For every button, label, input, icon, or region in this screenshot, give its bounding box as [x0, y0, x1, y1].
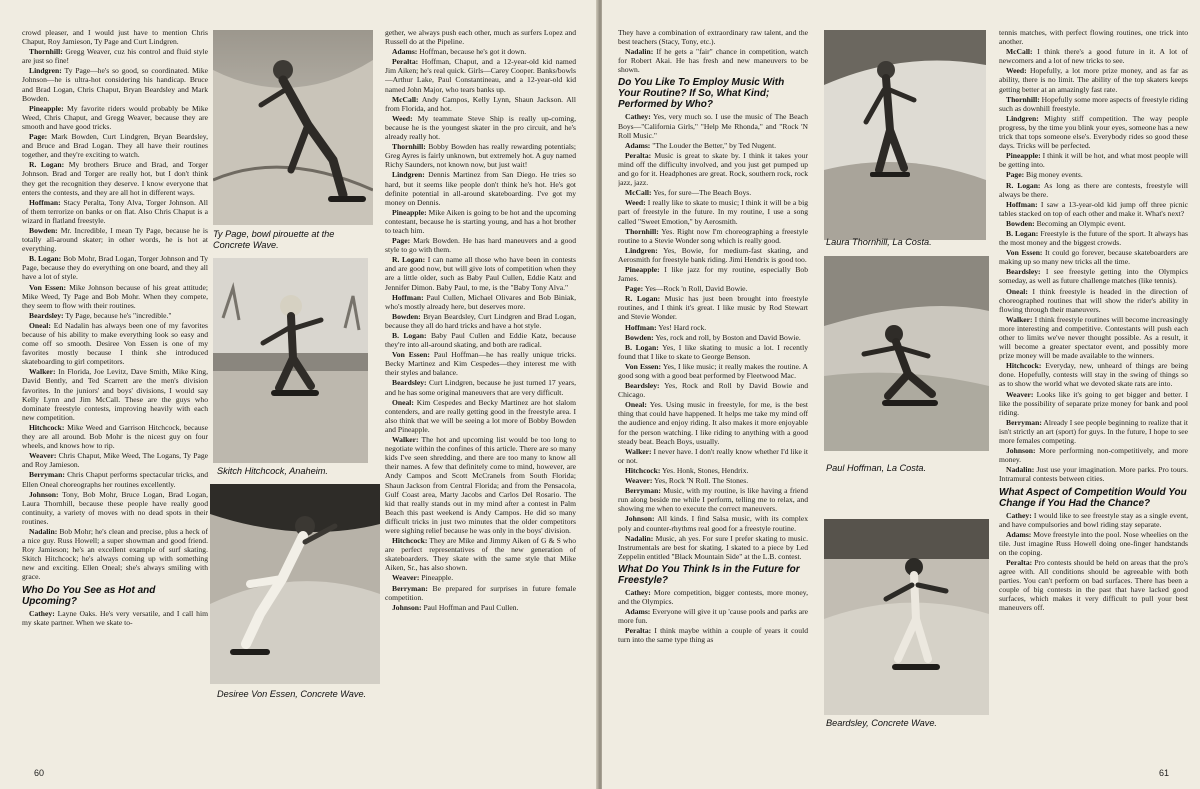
- paragraph: [999, 287, 1188, 314]
- photo-desiree-von-essen: [210, 484, 380, 684]
- paragraph-text: Everyone will give it up 'cause pools and parks are more fun.: [618, 607, 808, 626]
- paragraph: [385, 536, 576, 572]
- paragraph-text: Baby Paul Cullen and Eddie Katz, because they're into all-around skating, and both are radical.: [385, 331, 576, 350]
- paragraph: [999, 465, 1188, 483]
- paragraph-text: Paul Hoffman—he has really unique tricks. Becky Martinez and Kim Cespedes—they interest me with their styles and balance.: [385, 350, 576, 378]
- paragraph: [618, 227, 808, 245]
- right-page-column-2: [999, 28, 1188, 768]
- photo-paul-hoffman: [824, 256, 989, 451]
- paragraph-text: Yes. Using music in freestyle, for me, is the best thing that could have happened. It helps me take my mind off the audience and enjoy riding. It also makes it more enjoyable for the person watching. I like riding to anything with a good steady beat. Beach Boys, usually.: [618, 400, 808, 446]
- paragraph: [999, 446, 1188, 464]
- paragraph: [22, 254, 208, 281]
- left-page-column-1: [22, 28, 208, 768]
- paragraph: [618, 381, 808, 399]
- speaker-name: Hoffman:: [1006, 199, 1038, 209]
- speaker-name: Lindgren:: [625, 245, 658, 255]
- paragraph: [22, 66, 208, 102]
- speaker-name: Beardsley:: [625, 381, 660, 391]
- speaker-name: Weaver:: [1006, 389, 1034, 399]
- paragraph: [22, 283, 208, 310]
- paragraph-text: Yes—Rock 'n Roll, David Bowie.: [643, 284, 748, 294]
- paragraph-text: They are Mike and Jimmy Aiken of G & S who are perfect representatives of the new generation of skateboarders. They skate with the same style that Mike Aiken, Sr., has also shown.: [385, 536, 576, 573]
- speaker-name: Von Essen:: [1006, 248, 1043, 258]
- paragraph: [618, 323, 808, 332]
- speaker-name: Cathey:: [625, 587, 651, 597]
- speaker-name: R. Logan:: [625, 294, 661, 304]
- paragraph: [999, 361, 1188, 388]
- paragraph-text: All kinds. I find Salsa music, with its complex poly and counter-rhythms real good for a freestyle routine.: [618, 514, 808, 533]
- paragraph-text: Yes. Honk, Stones, Hendrix.: [660, 465, 749, 475]
- speaker-name: Bowden:: [625, 332, 654, 342]
- paragraph: [385, 398, 576, 434]
- paragraph: [999, 511, 1188, 529]
- speaker-name: Cathey:: [1006, 510, 1032, 520]
- paragraph-text: Yes, Rock and Roll by David Bowie and Chicago.: [618, 381, 808, 400]
- paragraph: [385, 28, 576, 46]
- paragraph-text: I can name all those who have been in contests and are good now, but will give lots of competition when they are a little older, such as Baby Paul Cullen, Eddie Katz and Jennifer Dimon. Baby Paul, to me, is the "Baby Tony Alva.": [385, 255, 576, 292]
- speaker-name: Berryman:: [392, 583, 428, 593]
- photo-laura-thornhill: [824, 30, 986, 240]
- paragraph-text: In Florida, Joe Levitz, Dave Smith, Mike King, David Bently, and Ted Scarrett are the men's division favorites. In the juniors' and boys' divisions, I would say Kelly Lynn and Jim McCall. These are the guys who dominate freestyle contests, improving heavily with each new competition.: [22, 367, 208, 422]
- paragraph: [385, 435, 576, 535]
- paragraph-text: My favorite riders would probably be Mike Weed, Chris Chaput, and Gregg Weaver, because they are smooth and have good tricks.: [22, 103, 208, 131]
- speaker-name: R. Logan:: [392, 255, 426, 265]
- paragraph-text: "The Louder the Better," by Ted Nugent.: [650, 140, 776, 150]
- paragraph: [999, 248, 1188, 266]
- speaker-name: Thornhill:: [392, 142, 426, 152]
- paragraph: [999, 267, 1188, 285]
- speaker-name: Hoffman:: [625, 322, 657, 332]
- paragraph: [385, 378, 576, 396]
- paragraph-text: Chris Chaput, Mike Weed, The Logans, Ty Page and Roy Jamieson.: [22, 451, 208, 470]
- speaker-name: B. Logan:: [29, 254, 62, 264]
- speaker-name: Page:: [392, 236, 411, 246]
- caption-laura-thornhill: Laura Thornhill, La Costa.: [826, 237, 932, 247]
- paragraph-text: Bob Mohr; he's clean and precise, plus a heck of a nice guy. Russ Howell; a super showman and good friend. Roy Jamieson; he's an excellent example of surf skating. Skitch Hitchcock; he's always coming up with something new and exciting. Ellen Oneal; she's always smiling with grace.: [22, 526, 208, 582]
- paragraph: [22, 311, 208, 320]
- paragraph-text: Chris Chaput performs spectacular tricks, and Ellen Oneal choreographs her routines excellently.: [22, 470, 208, 489]
- paragraph: [999, 200, 1188, 218]
- paragraph: [999, 558, 1188, 613]
- paragraph: [999, 219, 1188, 228]
- paragraph-text: Mark Bowden, Curt Lindgren, Bryan Beardsley, and Bruce and Brad Logan. They all have their routines together, and they're exciting to watch.: [22, 132, 208, 160]
- paragraph: [385, 236, 576, 254]
- speaker-name: Cathey:: [625, 112, 651, 122]
- caption-desiree-von-essen: Desiree Von Essen, Concrete Wave.: [217, 689, 367, 699]
- paragraph-text: Andy Campos, Kelly Lynn, Shaun Jackson. All from Florida, and hot.: [385, 94, 576, 113]
- paragraph: [999, 390, 1188, 417]
- speaker-name: Walker:: [392, 435, 419, 445]
- paragraph-text: Yes, for sure—The Beach Boys.: [651, 188, 752, 198]
- speaker-name: Beardsley:: [1006, 267, 1041, 277]
- paragraph-text: Curt Lindgren, because he just turned 17 years, and he has some original maneuvers that are very difficult.: [385, 378, 576, 397]
- paragraph: [22, 226, 208, 253]
- paragraph-text: Mike Aiken is going to be hot and the upcoming contestant, because he is starting young, and has a hot brother to teach him.: [385, 207, 576, 235]
- paragraph-text: I see freestyle getting into the Olympics someday, as well as future challenge matches (like tennis).: [999, 267, 1188, 286]
- paragraph-text: I never have. I don't really know whether I'd like it or not.: [618, 446, 808, 465]
- paragraph-text: Mike Johnson because of his great attitude; Mike Weed, Ty Page and Bob Mohr. When they compete, they seem to flow with their routines.: [22, 282, 208, 310]
- paragraph-text: It could go forever, because skateboarders are making up so many new tricks all the time.: [999, 248, 1188, 267]
- paragraph-text: Gregg Weaver, cuz his control and fluid style are just so fine!: [22, 47, 208, 66]
- paragraph: [618, 607, 808, 625]
- speaker-name: Thornhill:: [29, 47, 63, 57]
- paragraph-text: Already I see people beginning to realize that it isn't strictly an art (sport) for guys. In the future, I hope to see more females competing.: [999, 417, 1188, 446]
- speaker-name: Pineapple:: [1006, 151, 1041, 161]
- speaker-name: Von Essen:: [29, 282, 67, 292]
- paragraph: [22, 470, 208, 488]
- paragraph: [385, 255, 576, 291]
- paragraph-text: Just use your imagination. More parks. Pro tours. Intramural contests between cities.: [999, 465, 1188, 484]
- speaker-name: Page:: [29, 132, 48, 142]
- paragraph-text: Dennis Martinez from San Diego. He tries so hard, but it seems like people don't think he's hot. He's got definite potential in all-around skateboarding. I've got my money on Dennis.: [385, 170, 576, 207]
- speaker-name: Peralta:: [1006, 557, 1033, 567]
- paragraph: [22, 28, 208, 46]
- paragraph-text: More performing non-competitively, and more money.: [999, 446, 1188, 465]
- paragraph-text: Yes, rock and roll, by Boston and David Bowie.: [653, 332, 801, 342]
- speaker-name: Berryman:: [29, 470, 65, 480]
- paragraph: [618, 294, 808, 321]
- paragraph-text: Mark Bowden. He has hard maneuvers and a good style to go with them.: [385, 236, 576, 255]
- paragraph-text: Mr. Incredible, I mean Ty Page, because he is totally all-around skater; in other words, he is hot at everything.: [22, 225, 208, 254]
- paragraph: [22, 490, 208, 526]
- speaker-name: B. Logan:: [392, 331, 427, 340]
- paragraph: [618, 486, 808, 513]
- paragraph: [618, 476, 808, 485]
- paragraph: [385, 312, 576, 330]
- paragraph-text: Bobby Bowden has really rewarding potentials; Greg Ayres is fairly unknown, but extremely hot. A guy named Richy Saunders, not known now, but just wait!: [385, 142, 576, 170]
- speaker-name: Berryman:: [625, 486, 661, 496]
- speaker-name: Page:: [625, 284, 644, 294]
- paragraph: [385, 47, 576, 56]
- paragraph: [618, 151, 808, 187]
- paragraph: [22, 527, 208, 582]
- paragraph-text: Music has just been brought into freestyle routines, and I think it's great. I like music by Rod Stewart and Stevie Wonder.: [618, 294, 808, 322]
- speaker-name: B. Logan:: [625, 342, 659, 352]
- paragraph: [22, 104, 208, 131]
- speaker-name: Bowden:: [29, 225, 58, 235]
- paragraph-text: If he gets a "fair" chance in competition, watch for Robert Akai. He has fresh and new maneuvers to be shown.: [618, 47, 808, 75]
- paragraph: [385, 208, 576, 235]
- paragraph: [618, 626, 808, 644]
- speaker-name: Nadalin:: [625, 47, 654, 57]
- paragraph: [618, 400, 808, 445]
- speaker-name: Beardsley:: [392, 378, 427, 388]
- speaker-name: Oneal:: [29, 320, 51, 330]
- paragraph: [999, 114, 1188, 150]
- right-page-column-1: [618, 28, 808, 768]
- paragraph: [618, 534, 808, 561]
- paragraph-text: Freestyle is the future of the sport. It always has the most money and the biggest crowds.: [999, 228, 1188, 248]
- speaker-name: Bowden:: [392, 311, 421, 321]
- speaker-name: McCall:: [625, 188, 652, 198]
- paragraph: [385, 350, 576, 377]
- speaker-name: Oneal:: [1006, 286, 1028, 296]
- paragraph-text: I saw a 13-year-old kid jump off three picnic tables stacked on top of each other and make it. What's next?: [999, 199, 1188, 218]
- paragraph: [385, 170, 576, 206]
- paragraph-text: Everyday, new, unheard of things are being done. Hopefully, contests will stay in the swing of things so as to show the world what we devoted skate rats are into.: [999, 361, 1188, 389]
- speaker-name: Berryman:: [1006, 417, 1042, 427]
- left-page-column-2: [385, 28, 576, 768]
- speaker-name: Adams:: [625, 140, 651, 150]
- paragraph-text: Ty Page—he's so good, so coordinated. Mike Johnson—he is ultra-hot considering his handicap. Bruce and Brad Logan, Chris Chaput, Bryan Beardsley and Mark Bowden.: [22, 66, 208, 103]
- speaker-name: Von Essen:: [625, 361, 662, 371]
- speaker-name: Weed:: [392, 113, 413, 123]
- paragraph: [22, 160, 208, 196]
- speaker-name: Hitchcock:: [29, 422, 65, 432]
- paragraph: [999, 28, 1188, 46]
- speaker-name: Johnson:: [1006, 446, 1036, 456]
- speaker-name: Thornhill:: [1006, 94, 1040, 104]
- paragraph-text: Layne Oaks. He's very versatile, and I call him my skate partner. When we skate to-: [22, 608, 208, 627]
- speaker-name: McCall:: [1006, 47, 1033, 57]
- paragraph-text: Hopefully, a lot more prize money, and as far as ability, there is no limit. The ability of the top skaters keeps getting better at an amazingly fast rate.: [999, 66, 1188, 94]
- paragraph-text: Yes, I like music; it really makes the routine. A good song with a good beat performed by Fleetwood Mac.: [618, 361, 808, 380]
- speaker-name: Page:: [1006, 170, 1025, 180]
- paragraph: [385, 293, 576, 311]
- paragraph-text: Yes! Hard rock.: [656, 322, 707, 332]
- paragraph: [999, 95, 1188, 113]
- paragraph: [385, 57, 576, 93]
- paragraph-text: Music, ah yes. For sure I prefer skating to music. Instrumentals are best for skating. I skated to a piece by Led Zeppelin entitled "Black Mountain Side" at the L.B. contest.: [618, 533, 808, 561]
- speaker-name: Bowden:: [1006, 218, 1035, 228]
- paragraph-text: Music is great to skate by. I think it takes your mind off the difficulty involved, and you just get pumped up and go for it. Headphones are great. Rock, southern rock, rock jazz, jazz.: [618, 150, 808, 188]
- speaker-name: Adams:: [1006, 529, 1032, 539]
- paragraph-text: I really like to skate to music; I think it will be a big part of freestyle in the future. In my routine, I use a song called "Sweet Emotion," by Aerosmith.: [618, 198, 808, 226]
- paragraph-text: Yes, Bowie, for medium-fast skating, and Aerosmith for freestyle bank riding. Jimi Hendrix is good too.: [618, 245, 808, 264]
- paragraph: [618, 466, 808, 475]
- paragraph-text: My teammate Steve Ship is really up-coming, because he is the youngest skater in the pro circuit, and he's already really hot.: [385, 113, 576, 142]
- paragraph-text: Pineapple.: [419, 573, 454, 583]
- speaker-name: Lindgren:: [392, 170, 425, 180]
- speaker-name: Oneal:: [392, 397, 414, 407]
- speaker-name: Hitchcock:: [625, 465, 661, 475]
- paragraph-text: Looks like it's going to get bigger and better. I like the possibility of separate prize money for bank and pool riding.: [999, 389, 1188, 417]
- paragraph: [385, 573, 576, 582]
- paragraph: [618, 112, 808, 139]
- speaker-name: Hoffman:: [392, 292, 424, 302]
- speaker-name: Adams:: [392, 47, 418, 57]
- paragraph: [22, 198, 208, 225]
- paragraph: [618, 246, 808, 264]
- speaker-name: R. Logan:: [1006, 180, 1041, 190]
- paragraph: [618, 28, 808, 46]
- speaker-name: Adams:: [625, 607, 651, 617]
- paragraph-text: Paul Cullen, Michael Olivares and Bob Biniak, who's mostly already here, but deserves more.: [385, 292, 576, 311]
- paragraph: [385, 603, 576, 612]
- paragraph-text: tennis matches, with perfect flowing routines, one trick into another.: [999, 28, 1188, 47]
- paragraph: [385, 584, 576, 602]
- speaker-name: Von Essen:: [392, 350, 430, 360]
- caption-ty-page: Ty Page, bowl pirouette at the Concrete Wave.: [213, 229, 335, 250]
- paragraph-text: Paul Hoffman and Paul Cullen.: [421, 602, 519, 612]
- paragraph-text: gether, we always push each other, much as surfers Lopez and Russell do at the Pipeline.: [385, 28, 576, 47]
- paragraph-text: I think freestyle routines will become increasingly more interesting and competitive. Contestants will push each other to limits we've never thought possible. As a result, it will become a greater spectator event, and possibly more prize money will be made available to the winners.: [999, 314, 1188, 361]
- speaker-name: Weaver:: [625, 476, 653, 486]
- paragraph: [999, 170, 1188, 179]
- paragraph-text: Hoffman, Chaput, and a 12-year-old kid named Jim Aiken; he's real quick. Girls—Carey Cooper. Banks/bowls—Arthur Lake, Paul Constantineau, and a 12-year-old kid named John Major, who tears banks up.: [385, 57, 576, 94]
- paragraph-text: Yes, Rock 'N Roll. The Stones.: [652, 476, 749, 486]
- speaker-name: Johnson:: [625, 514, 655, 524]
- speaker-name: Johnson:: [392, 602, 422, 612]
- speaker-name: Walker:: [1006, 314, 1033, 324]
- section-heading: What Aspect of Competition Would You Change if You Had the Chance?: [999, 486, 1187, 509]
- paragraph: [999, 66, 1188, 93]
- paragraph-text: I think it will be hot, and what most people will be getting into.: [999, 151, 1188, 170]
- paragraph: [22, 321, 208, 366]
- paragraph-text: Bob Mohr, Brad Logan, Torger Johnson and Ty Page, because they do everything on one board, and they all have a lot of style.: [22, 254, 208, 282]
- paragraph-text: Mighty stiff competition. The way people progress, by the time you blink your eyes, someone has a new trick that tops someone else's. Everybody rides so good these days. Tricks will be perfected.: [999, 113, 1188, 151]
- paragraph-text: Mike Weed and Garrison Hitchcock, because they are all around. Bob Mohr is the nicest guy on four wheels, and knows how to rip.: [22, 422, 208, 451]
- paragraph: [22, 423, 208, 450]
- left-page: [0, 0, 598, 789]
- paragraph-text: Stacy Peralta, Tony Alva, Torger Johnson. All of them terrorize on banks or on flat. Also Chris Chaput is a wizard in flatland freestyle.: [22, 197, 208, 225]
- paragraph: [618, 265, 808, 283]
- paragraph-text: Ty Page, because he's "incredible.": [63, 310, 172, 320]
- caption-paul-hoffman: Paul Hoffman, La Costa.: [826, 463, 927, 473]
- section-heading: Who Do You See as Hot and Upcoming?: [22, 584, 156, 607]
- speaker-name: McCall:: [392, 94, 419, 104]
- paragraph-text: Yes. Right now I'm choreographing a freestyle routine to a Stevie Wonder song which is really good.: [618, 226, 808, 245]
- speaker-name: Walker:: [625, 446, 652, 456]
- paragraph-text: My brothers Bruce and Brad, and Torger Johnson. Brad and Torger are really hot, but I don't think they get the recognition they deserve. I know everyone that enters the contests, and they are all hot in different ways.: [22, 160, 208, 197]
- paragraph: [618, 284, 808, 293]
- speaker-name: Hitchcock:: [1006, 361, 1042, 371]
- paragraph: [999, 47, 1188, 65]
- speaker-name: Nadalin:: [625, 533, 654, 543]
- speaker-name: Thornhill:: [625, 226, 659, 236]
- speaker-name: Cathey:: [29, 608, 55, 618]
- speaker-name: Pineapple:: [392, 207, 427, 217]
- speaker-name: Peralta:: [392, 57, 419, 67]
- speaker-name: Pineapple:: [625, 264, 660, 274]
- paragraph: [385, 114, 576, 141]
- paragraph: [999, 418, 1188, 445]
- paragraph: [385, 331, 576, 349]
- speaker-name: Nadalin:: [29, 526, 58, 536]
- paragraph: [618, 343, 808, 361]
- paragraph-text: Bryan Beardsley, Curt Lindgren and Brad Logan, because they all do hard tricks and have a hot style.: [385, 311, 576, 330]
- paragraph: [618, 141, 808, 150]
- speaker-name: Nadalin:: [1006, 465, 1035, 475]
- paragraph-text: Hoffman, because he's got it down.: [417, 47, 527, 57]
- paragraph: [22, 367, 208, 422]
- paragraph: [618, 447, 808, 465]
- paragraph-text: Hopefully some more aspects of freestyle riding such as downhill freestyle.: [999, 94, 1188, 113]
- speaker-name: Lindgren:: [29, 66, 62, 76]
- paragraph-text: Big money events.: [1024, 170, 1083, 180]
- caption-beardsley: Beardsley, Concrete Wave.: [826, 718, 937, 728]
- paragraph-text: Move freestyle into the pool. Nose wheelies on the tile. Just imagine Russ Howell doing one-finger handstands on the coping.: [999, 529, 1188, 557]
- paragraph-text: They have a combination of extraordinary raw talent, and the best teachers (Stacy, Tony, etc.).: [618, 28, 808, 47]
- page-number-left: 60: [34, 768, 45, 778]
- paragraph: [22, 47, 208, 65]
- right-page: [602, 0, 1200, 789]
- speaker-name: B. Logan:: [1006, 228, 1039, 238]
- paragraph-text: The hot and upcoming list would be too long to negotiate within the confines of this article. There are so many kids I've seen shredding, and there are too many to know all their names. A few that definitely come to mind, however, are Andy Campos and Scott McCranels from South Florida; Shaun Jackson from Central Florida; and from the Pensacola, Gulf Coast area, Marty Jacobs and Carlos Del Rosario. The kid that really stands out in my mind after a contest in Palm Beach this past weekend is Andy Campos. He did so many difficult tricks in just two minutes that the older competitors were sighing relief because he was only in the boys' division.: [385, 435, 576, 535]
- paragraph: [999, 181, 1188, 199]
- speaker-name: Pineapple:: [29, 103, 64, 113]
- speaker-name: Hoffman:: [29, 197, 61, 207]
- section-heading: What Do You Think Is in the Future for Freestyle?: [618, 563, 800, 586]
- paragraph-text: I would like to see freestyle stay as a single event, and have compulsories and bowl riding stay separate.: [999, 510, 1188, 529]
- paragraph: [22, 609, 208, 627]
- speaker-name: R. Logan:: [29, 160, 65, 170]
- speaker-name: Weaver:: [392, 573, 420, 583]
- speaker-name: Johnson:: [29, 489, 59, 499]
- paragraph-text: Tony, Bob Mohr, Bruce Logan, Brad Logan, Laura Thornhill, because these people have really good continuity, a variety of moves with no dead spots in their routines.: [22, 489, 208, 526]
- paragraph: [618, 198, 808, 225]
- paragraph-text: Ed Nadalin has always been one of my favorites because of his ability to make everything look so easy and come off so smooth. Desiree Von Essen is one of my favorites mostly because I think she introduced skateboarding to girl competitors.: [22, 320, 208, 367]
- paragraph: [999, 229, 1188, 247]
- paragraph: [22, 451, 208, 469]
- page-number-right: 61: [1159, 768, 1170, 778]
- paragraph: [618, 514, 808, 532]
- speaker-name: Peralta:: [625, 150, 652, 160]
- paragraph-text: Music, with my routine, is like having a friend run along beside me while I perform, telling me to relax, and showing me when to execute the correct maneuvers.: [618, 486, 808, 514]
- speaker-name: Weaver:: [29, 451, 57, 461]
- paragraph: [999, 530, 1188, 557]
- paragraph: [385, 95, 576, 113]
- section-heading: Do You Like To Employ Music With Your Routine? If So, What Kind; Performed by Who?: [618, 77, 785, 111]
- paragraph: [618, 362, 808, 380]
- speaker-name: Oneal:: [625, 400, 647, 410]
- paragraph: [618, 47, 808, 74]
- paragraph-text: I think freestyle is headed in the direction of choreographed routines that will show the rider's ability in flowing through their maneuvers.: [999, 286, 1188, 314]
- paragraph-text: I think maybe within a couple of years it could turn into the same type thing as: [618, 626, 808, 645]
- speaker-name: Beardsley:: [29, 310, 64, 320]
- speaker-name: Weed:: [1006, 66, 1027, 76]
- paragraph: [999, 151, 1188, 169]
- paragraph-text: Kim Cespedes and Becky Martinez are hot slalom contenders, and are really getting good in the freestyle area. I also think that we will be seeing a lot more of Bobby Bowden and Pineapple.: [385, 397, 576, 434]
- speaker-name: Weed:: [625, 198, 646, 208]
- paragraph: [618, 188, 808, 197]
- paragraph-text: Be prepared for surprises in future female competition.: [385, 583, 576, 602]
- speaker-name: Lindgren:: [1006, 113, 1039, 123]
- paragraph-text: As long as there are contests, freestyle will always be there.: [999, 180, 1188, 199]
- paragraph: [999, 315, 1188, 360]
- paragraph: [22, 132, 208, 159]
- paragraph-text: Yes, very much so. I use the music of The Beach Boys—"California Girls," "Help Me Rhonda," and "Rock 'N Roll Music.": [618, 112, 808, 140]
- paragraph: [618, 333, 808, 342]
- paragraph-text: crowd pleaser, and I would just have to mention Chris Chaput, Roy Jamieson, Ty Page and Curt Lindgren.: [22, 28, 208, 47]
- caption-skitch-hitchcock: Skitch Hitchcock, Anaheim.: [217, 466, 328, 476]
- paragraph-text: More competition, bigger contests, more money, and the Olympics.: [618, 587, 808, 606]
- paragraph-text: Becoming an Olympic event.: [1034, 218, 1126, 228]
- paragraph-text: I like jazz for my routine, especially Bob James.: [618, 264, 808, 284]
- photo-ty-page: [213, 30, 373, 225]
- photo-skitch-hitchcock: [213, 258, 368, 463]
- paragraph: [385, 142, 576, 169]
- speaker-name: Peralta:: [625, 626, 652, 636]
- paragraph-text: Pro contests should be held on areas that the pro's agree with. All conditions should be agreeable with both parties. You can't perform on bad surfaces. There has been a couple of big contests in the past that have lacked good surfaces, which makes it very difficult to pull your best maneuvers off.: [999, 557, 1188, 613]
- paragraph-text: Yes, I like skating to music a lot. I recently found that I like to skate to George Benson.: [618, 342, 808, 361]
- speaker-name: Hitchcock:: [392, 536, 428, 546]
- speaker-name: Walker:: [29, 367, 56, 377]
- paragraph: [618, 588, 808, 606]
- paragraph-text: I think there's a good future in it. A lot of newcomers and a lot of new tricks to see.: [999, 47, 1188, 66]
- photo-beardsley: [824, 519, 989, 715]
